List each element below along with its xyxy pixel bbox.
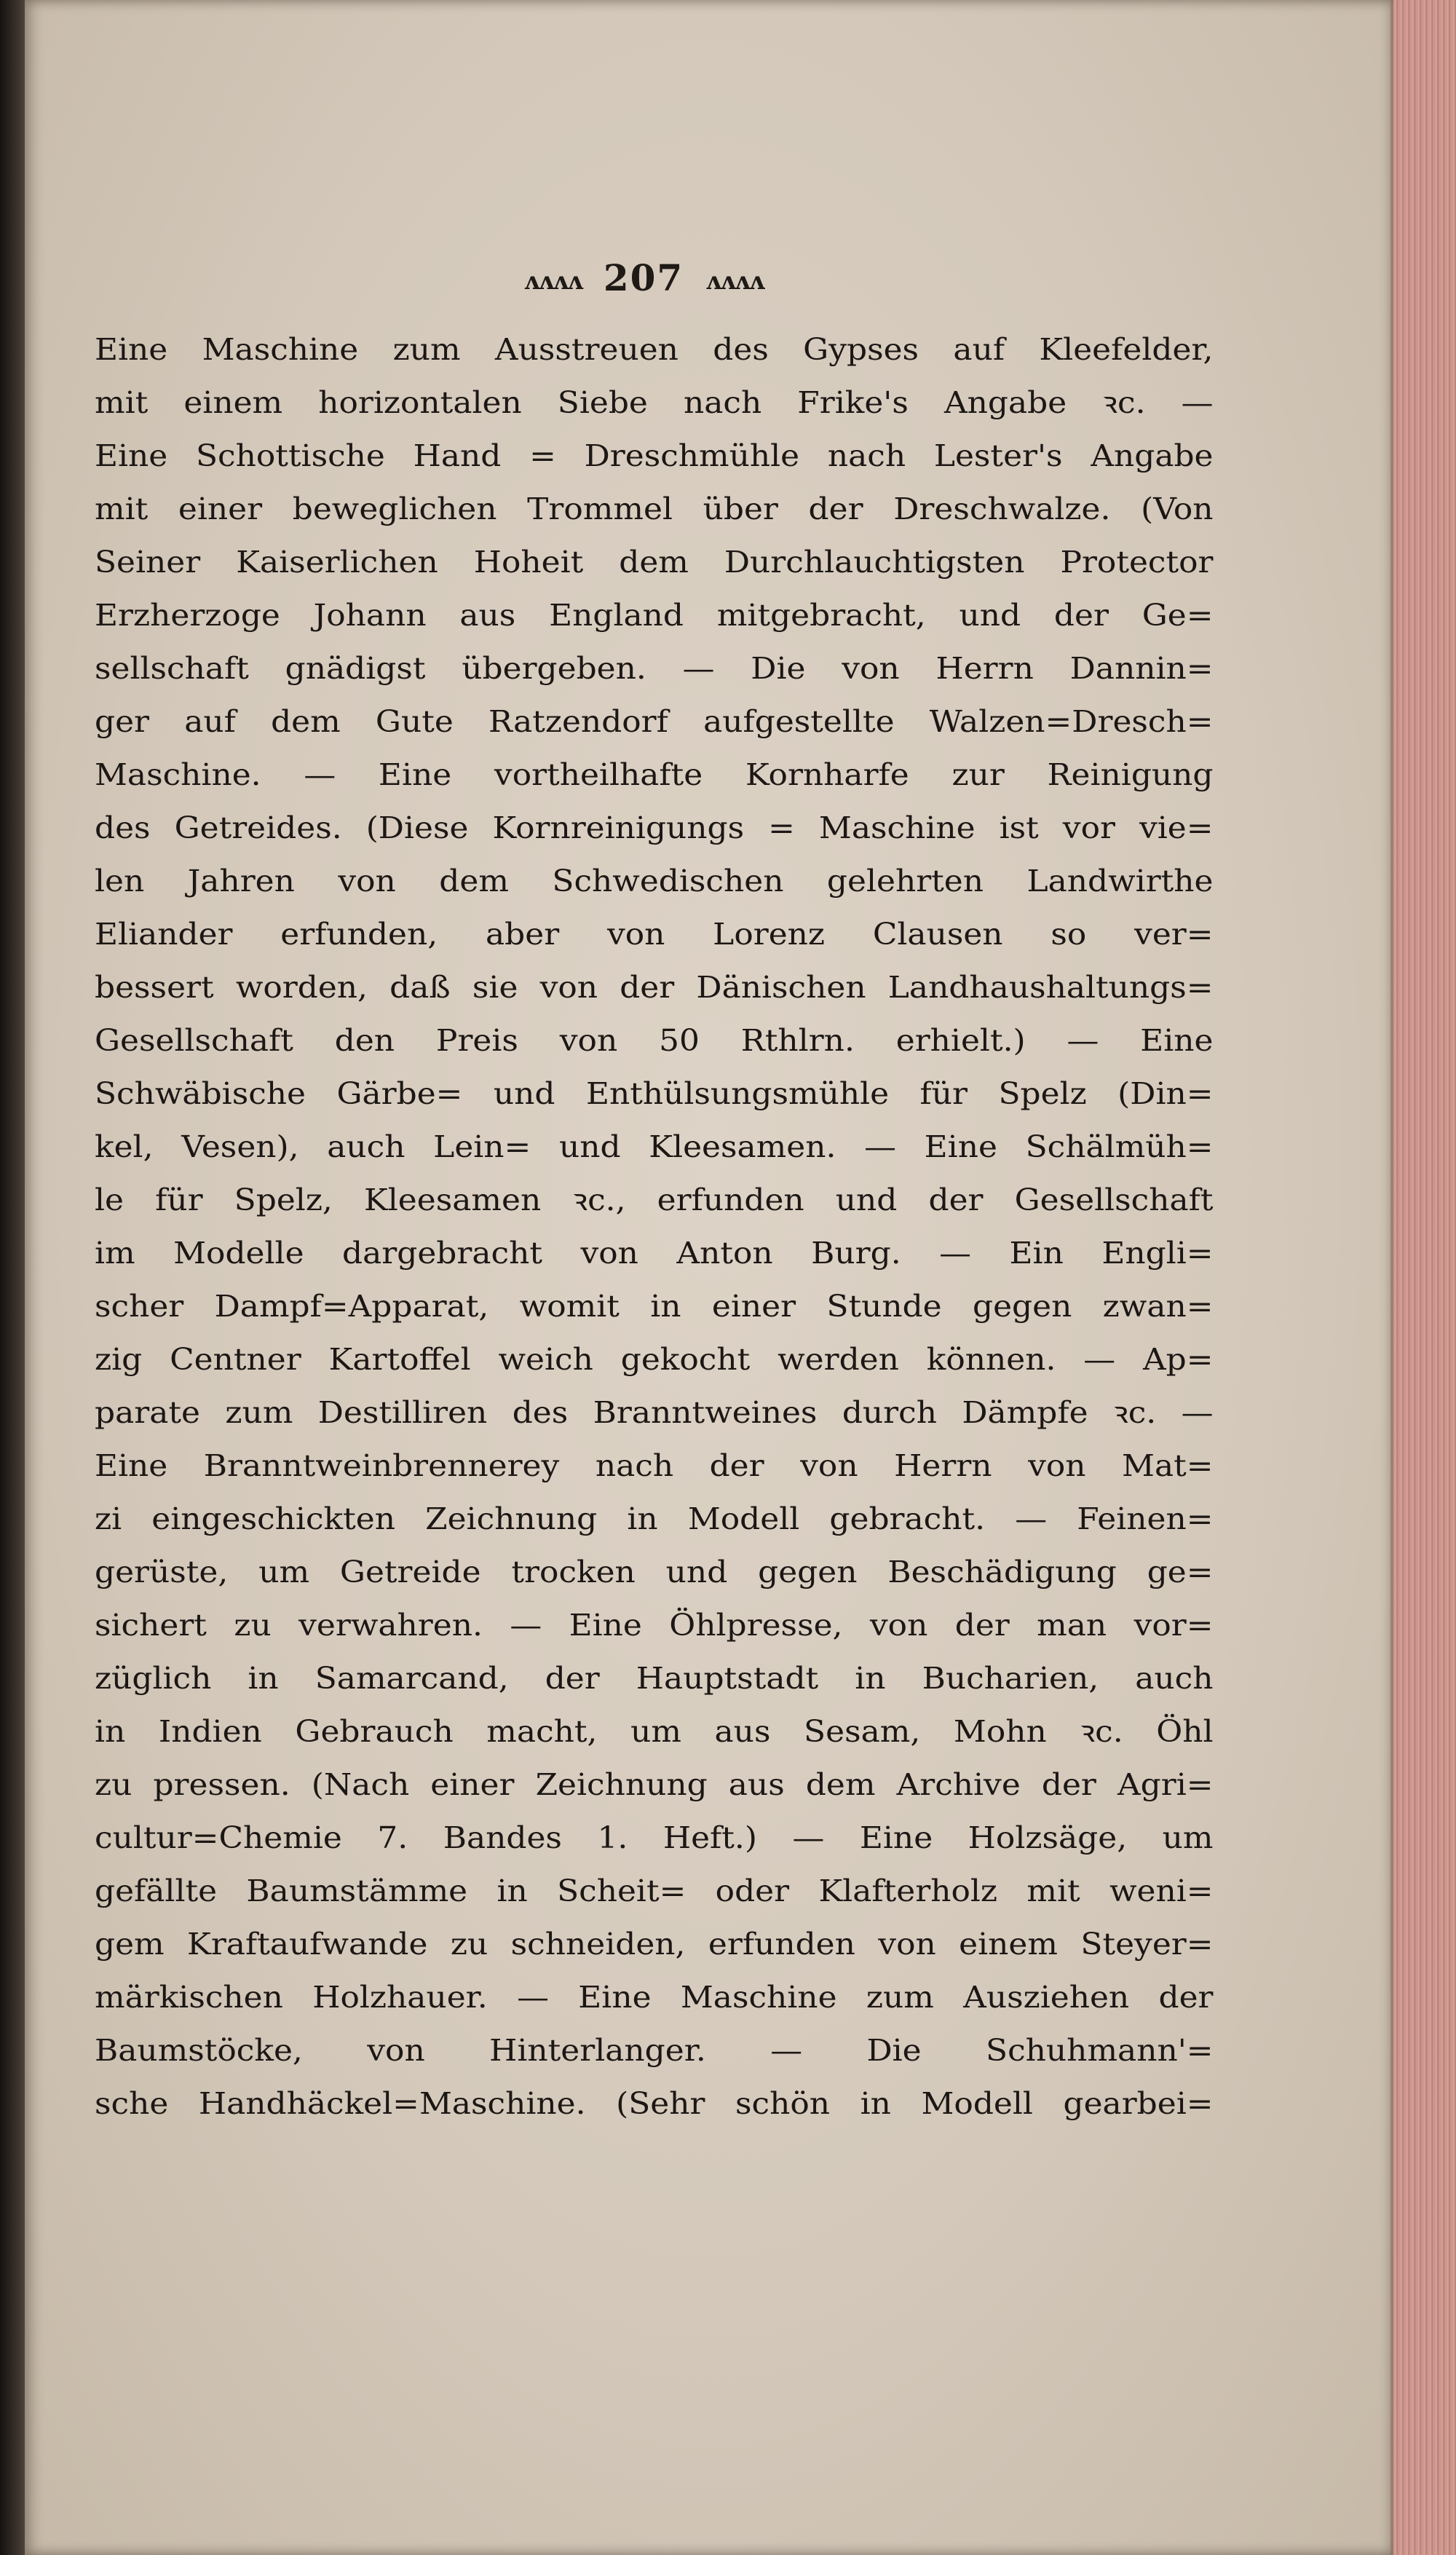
text-line-6: Erzherzoge Johann aus England mitgebracht, und der Ge= — [95, 598, 1214, 633]
text-line-2: mit einem horizontalen Siebe nach Frike's Angabe ꝛc. — — [95, 385, 1214, 420]
text-line-29: cultur=Chemie 7. Bandes 1. Heft.) — Eine Holzsäge, um — [95, 1820, 1214, 1855]
text-line-28: zu pressen. (Nach einer Zeichnung aus dem Archive der Agri= — [95, 1767, 1214, 1802]
text-line-7: sellschaft gnädigst übergeben. — Die von Herrn Dannin= — [95, 651, 1214, 686]
text-line-9: Maschine. — Eine vortheilhafte Kornharfe zur Reinigung — [95, 757, 1214, 792]
text-line-1: Eine Maschine zum Ausstreuen des Gypses auf Kleefelder, — [95, 332, 1214, 367]
text-line-3: Eine Schottische Hand = Dreschmühle nach Lester's Angabe — [95, 438, 1214, 473]
text-line-33: Baumstöcke, von Hinterlanger. — Die Schuhmann'= — [95, 2033, 1214, 2068]
page-number: 207 — [603, 256, 684, 299]
text-line-17: le für Spelz, Kleesamen ꝛc., erfunden und der Gesellschaft — [95, 1182, 1214, 1217]
text-line-30: gefällte Baumstämme in Scheit= oder Klafterholz mit weni= — [95, 1873, 1214, 1908]
page-stack-edge — [1393, 0, 1456, 2555]
text-line-12: Eliander erfunden, aber von Lorenz Clausen so ver= — [95, 917, 1214, 952]
text-line-31: gem Kraftaufwande zu schneiden, erfunden von einem Steyer= — [95, 1927, 1214, 1962]
text-line-15: Schwäbische Gärbe= und Enthülsungsmühle für Spelz (Din= — [95, 1076, 1214, 1111]
text-line-19: scher Dampf=Apparat, womit in einer Stunde gegen zwan= — [95, 1289, 1214, 1324]
body-text — [95, 323, 1214, 2131]
text-line-25: sichert zu verwahren. — Eine Öhlpresse, von der man vor= — [95, 1608, 1214, 1643]
book-page — [25, 0, 1393, 2555]
text-line-11: len Jahren von dem Schwedischen gelehrten Landwirthe — [95, 864, 1214, 899]
text-line-4: mit einer beweglichen Trommel über der Dreschwalze. (Von — [95, 491, 1214, 526]
text-line-22: Eine Branntweinbrennerey nach der von Herrn von Mat= — [95, 1448, 1214, 1483]
text-line-27: in Indien Gebrauch macht, um aus Sesam, Mohn ꝛc. Öhl — [95, 1714, 1214, 1749]
text-line-20: zig Centner Kartoffel weich gekocht werden können. — Ap= — [95, 1342, 1214, 1377]
ornament-left: ʌʌʌʌ — [523, 266, 582, 296]
text-line-21: parate zum Destilliren des Branntweines durch Dämpfe ꝛc. — — [95, 1395, 1214, 1430]
text-line-32: märkischen Holzhauer. — Eine Maschine zum Ausziehen der — [95, 1980, 1214, 2015]
text-line-13: bessert worden, daß sie von der Dänischen Landhaushaltungs= — [95, 970, 1214, 1005]
text-line-16: kel, Vesen), auch Lein= und Kleesamen. — Eine Schälmüh= — [95, 1129, 1214, 1164]
text-line-10: des Getreides. (Diese Kornreinigungs = Maschine ist vor vie= — [95, 810, 1214, 845]
text-line-8: ger auf dem Gute Ratzendorf aufgestellte Walzen=Dresch= — [95, 704, 1214, 739]
text-line-24: gerüste, um Getreide trocken und gegen Beschädigung ge= — [95, 1555, 1214, 1590]
text-line-26: züglich in Samarcand, der Hauptstadt in Bucharien, auch — [95, 1661, 1214, 1696]
text-line-23: zi eingeschickten Zeichnung in Modell gebracht. — Feinen= — [95, 1501, 1214, 1536]
page-header — [25, 256, 1262, 299]
ornament-right: ʌʌʌʌ — [705, 266, 764, 296]
text-line-14: Gesellschaft den Preis von 50 Rthlrn. erhielt.) — Eine — [95, 1023, 1214, 1058]
text-line-34: sche Handhäckel=Maschine. (Sehr schön in Modell gearbei= — [95, 2086, 1214, 2121]
text-line-18: im Modelle dargebracht von Anton Burg. — Ein Engli= — [95, 1236, 1214, 1271]
text-line-5: Seiner Kaiserlichen Hoheit dem Durchlauchtigsten Protector — [95, 545, 1214, 580]
